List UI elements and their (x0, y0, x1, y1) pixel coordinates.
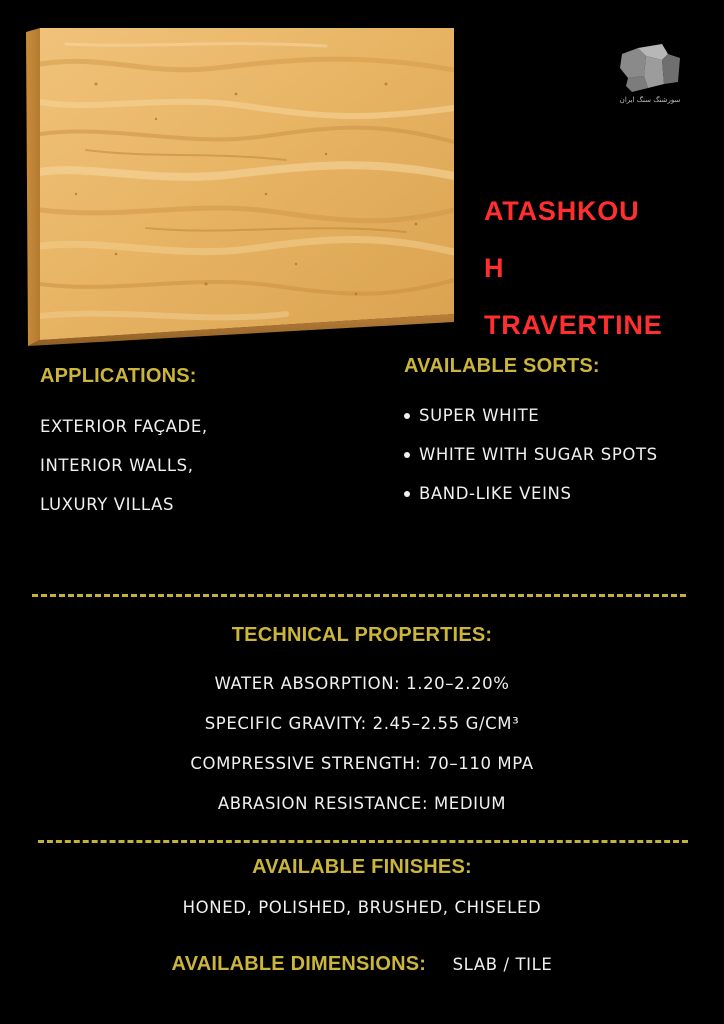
technical-heading: TECHNICAL PROPERTIES: (231, 624, 493, 646)
finishes-value: HONED, POLISHED, BRUSHED, CHISELED (182, 898, 542, 917)
technical-property: SPECIFIC GRAVITY: 2.45–2.55 G/CM³ (204, 714, 520, 733)
applications-section (40, 365, 360, 524)
available-finishes-section (0, 856, 724, 917)
title-line: ATASHKOU (484, 196, 640, 226)
technical-properties-section (0, 624, 724, 824)
title-line: TRAVERTINE (484, 310, 663, 340)
sorts-heading: AVAILABLE SORTS: (404, 355, 600, 377)
dashed-divider (38, 840, 688, 843)
available-dimensions-section (0, 953, 724, 976)
company-logo (608, 42, 692, 118)
sorts-list (404, 396, 714, 513)
sort-item-label: SUPER WHITE (419, 406, 540, 425)
sort-item-label: BAND-LIKE VEINS (419, 484, 572, 503)
sort-item-label: WHITE WITH SUGAR SPOTS (419, 445, 658, 464)
finishes-heading: AVAILABLE FINISHES: (252, 856, 472, 878)
dimensions-heading: AVAILABLE DIMENSIONS: (171, 953, 427, 975)
stone-blocks-icon (618, 42, 682, 94)
application-item: INTERIOR WALLS, (40, 456, 194, 475)
available-sorts-section (404, 355, 714, 513)
technical-property: ABRASION RESISTANCE: MEDIUM (217, 794, 507, 813)
application-item: LUXURY VILLAS (40, 495, 175, 514)
applications-heading: APPLICATIONS: (40, 365, 197, 387)
sort-item (404, 474, 714, 513)
logo-caption: سورشنگ سنگ ایران (619, 96, 681, 104)
dashed-divider (32, 594, 686, 597)
title-line: H (484, 253, 505, 283)
product-title (484, 183, 704, 354)
dimensions-value: SLAB / TILE (452, 955, 553, 974)
technical-property: COMPRESSIVE STRENGTH: 70–110 MPA (190, 754, 534, 773)
sort-item (404, 435, 714, 474)
travertine-slab-image (26, 24, 454, 346)
sort-item (404, 396, 714, 435)
technical-property: WATER ABSORPTION: 1.20–2.20% (214, 674, 510, 693)
application-item: EXTERIOR FAÇADE, (40, 417, 208, 436)
